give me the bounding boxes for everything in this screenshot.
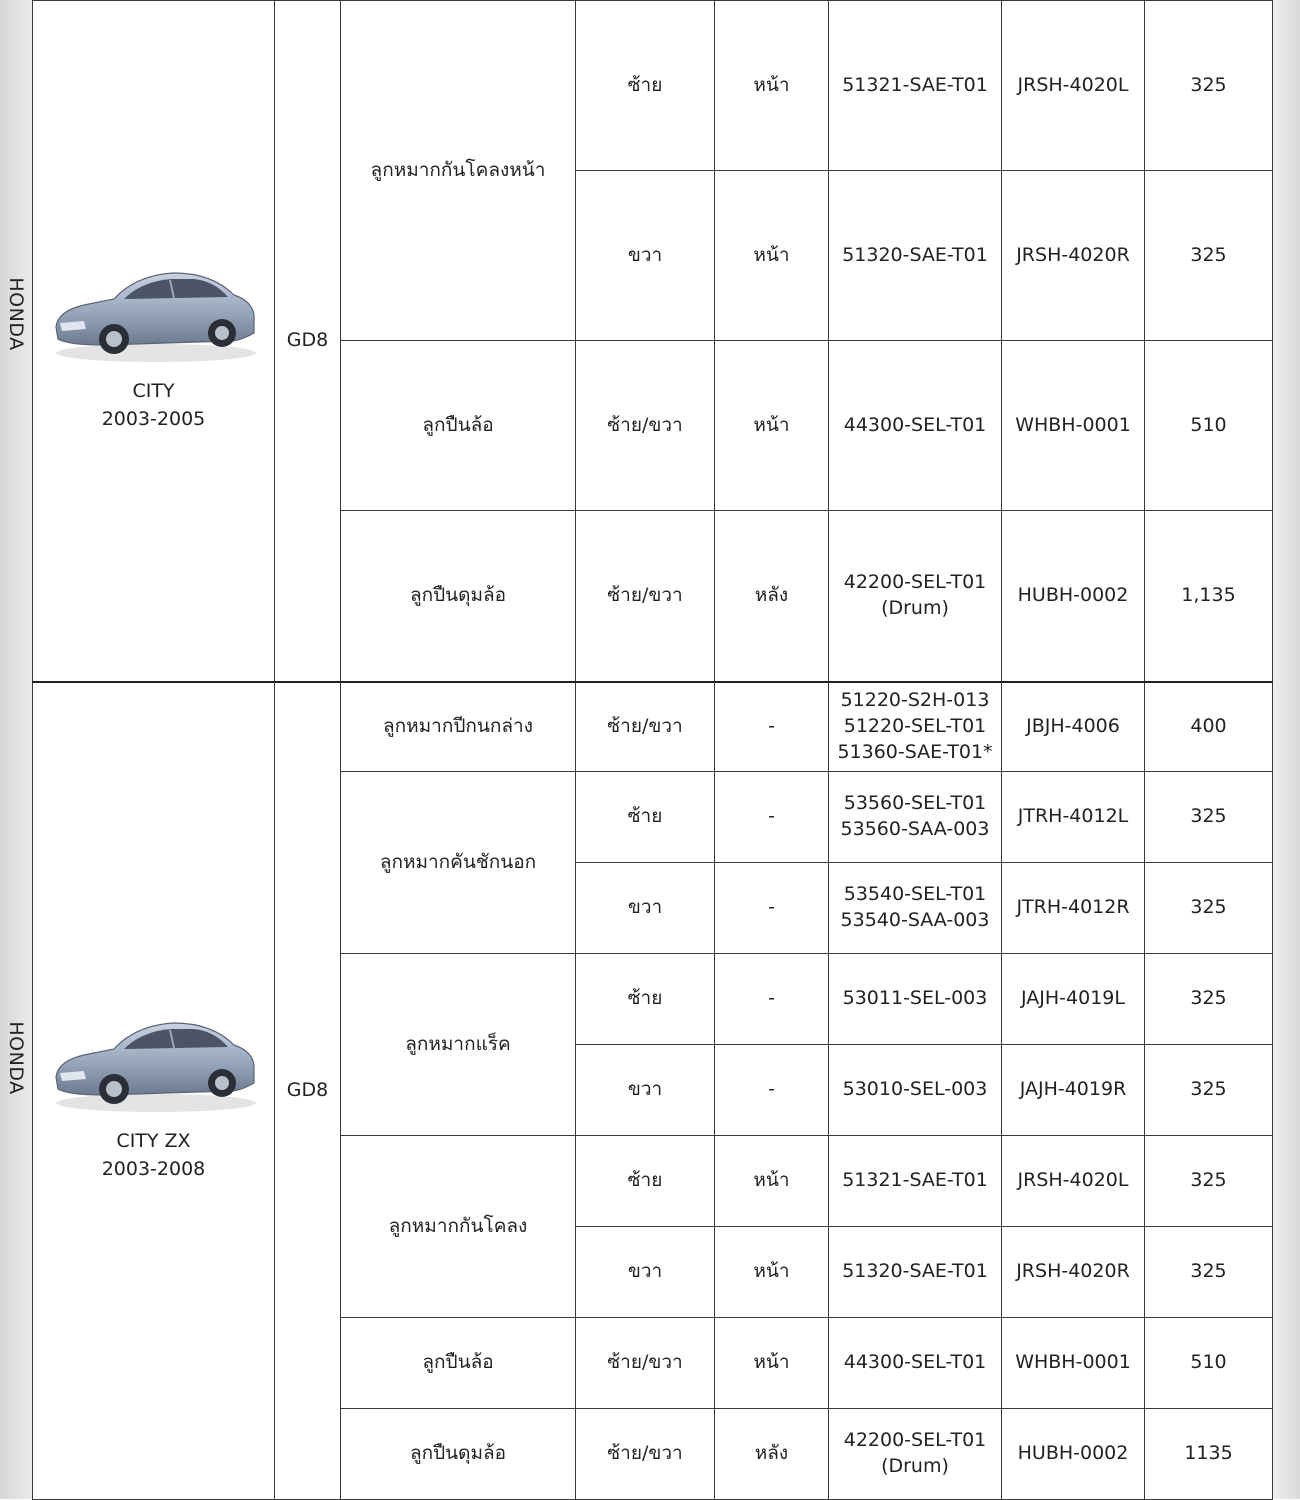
- price-cell: 325: [1145, 171, 1273, 341]
- side-cell: ขวา: [576, 1227, 715, 1318]
- part-name-cell: ลูกหมากปีกนกล่าง: [341, 682, 576, 772]
- car-model-name: CITY ZX: [116, 1129, 191, 1152]
- part-code-cell: JRSH-4020R: [1002, 1227, 1145, 1318]
- oem-number-cell: [829, 1409, 1002, 1500]
- side-cell: ขวา: [576, 863, 715, 954]
- oem-number-cell: [829, 682, 1002, 772]
- oem-number: 42200-SEL-T01: [843, 571, 987, 594]
- side-cell: ซ้าย/ขวา: [576, 1409, 715, 1500]
- position-cell: -: [715, 954, 829, 1045]
- price-cell: 400: [1145, 682, 1273, 772]
- car-model-years: 2003-2008: [101, 1157, 206, 1180]
- side-cell: ซ้าย/ขวา: [576, 511, 715, 682]
- car-model-name: CITY: [132, 379, 175, 402]
- oem-number: 51320-SAE-T01: [842, 243, 988, 266]
- position-cell: หน้า: [715, 1136, 829, 1227]
- oem-number-cell: [829, 1045, 1002, 1136]
- price-cell: 325: [1145, 1045, 1273, 1136]
- oem-number: 51360-SAE-T01*: [837, 740, 993, 763]
- oem-number: 51320-SAE-T01: [842, 1260, 988, 1283]
- oem-number-cell: [829, 1227, 1002, 1318]
- position-cell: หน้า: [715, 1, 829, 171]
- oem-number: 51321-SAE-T01: [842, 73, 988, 96]
- oem-number: 53560-SAA-003: [840, 818, 990, 840]
- position-cell: -: [715, 682, 829, 772]
- side-cell: ซ้าย/ขวา: [576, 341, 715, 511]
- oem-number-cell: [829, 1, 1002, 171]
- position-cell: -: [715, 1045, 829, 1136]
- oem-number: 53540-SEL-T01: [843, 883, 987, 906]
- part-code-cell: HUBH-0002: [1002, 1409, 1145, 1500]
- oem-number: 53010-SEL-003: [842, 1078, 988, 1101]
- position-cell: หน้า: [715, 1227, 829, 1318]
- car-model-cell: [33, 682, 275, 1500]
- price-cell: 1,135: [1145, 511, 1273, 682]
- chassis-code-cell: GD8: [275, 1, 341, 682]
- part-name-cell: ลูกปืนล้อ: [341, 1318, 576, 1409]
- chassis-code-cell: GD8: [275, 682, 341, 1500]
- position-cell: -: [715, 772, 829, 863]
- part-code-cell: WHBH-0001: [1002, 341, 1145, 511]
- oem-number: 51220-S2H-013: [840, 689, 990, 712]
- price-cell: 510: [1145, 341, 1273, 511]
- side-cell: ซ้าย: [576, 772, 715, 863]
- part-name-cell: ลูกปืนดุมล้อ: [341, 1409, 576, 1500]
- price-cell: 325: [1145, 1136, 1273, 1227]
- oem-number: 44300-SEL-T01: [843, 413, 987, 436]
- oem-number: 53540-SAA-003: [840, 909, 990, 931]
- oem-number-cell: [829, 341, 1002, 511]
- position-cell: หน้า: [715, 1318, 829, 1409]
- oem-number: 51220-SEL-T01: [843, 714, 987, 737]
- price-cell: 325: [1145, 1227, 1273, 1318]
- car-model-cell: [33, 1, 275, 682]
- right-edge-strip: [1272, 0, 1300, 1499]
- part-code-cell: JRSH-4020R: [1002, 171, 1145, 341]
- car-model-years: 2003-2005: [101, 407, 206, 430]
- part-name-cell: ลูกหมากกันโคลงหน้า: [341, 1, 576, 341]
- price-cell: 325: [1145, 863, 1273, 954]
- price-cell: 325: [1145, 1, 1273, 171]
- price-cell: 325: [1145, 772, 1273, 863]
- position-cell: -: [715, 863, 829, 954]
- oem-number: 51321-SAE-T01: [842, 1169, 988, 1192]
- price-cell: 510: [1145, 1318, 1273, 1409]
- table-row: [33, 1, 1273, 171]
- side-cell: ซ้าย: [576, 954, 715, 1045]
- oem-number: (Drum): [881, 596, 949, 619]
- part-name-cell: ลูกหมากกันโคลง: [341, 1136, 576, 1318]
- part-name-cell: ลูกหมากคันชักนอก: [341, 772, 576, 954]
- position-cell: หน้า: [715, 341, 829, 511]
- part-code-cell: HUBH-0002: [1002, 511, 1145, 682]
- oem-number-cell: [829, 863, 1002, 954]
- parts-table-body: [33, 1, 1273, 1500]
- part-name-cell: ลูกปืนล้อ: [341, 341, 576, 511]
- oem-number: 42200-SEL-T01: [843, 1429, 987, 1452]
- price-cell: 325: [1145, 954, 1273, 1045]
- part-name-cell: ลูกปืนดุมล้อ: [341, 511, 576, 682]
- oem-number-cell: [829, 954, 1002, 1045]
- side-cell: ซ้าย/ขวา: [576, 1318, 715, 1409]
- part-code-cell: JAJH-4019L: [1002, 954, 1145, 1045]
- side-cell: ขวา: [576, 1045, 715, 1136]
- position-cell: หลัง: [715, 511, 829, 682]
- oem-number-cell: [829, 772, 1002, 863]
- oem-number-cell: [829, 1136, 1002, 1227]
- side-cell: ขวา: [576, 171, 715, 341]
- side-strip: [0, 0, 32, 1499]
- oem-number-cell: [829, 171, 1002, 341]
- position-cell: หลัง: [715, 1409, 829, 1500]
- part-code-cell: JBJH-4006: [1002, 682, 1145, 772]
- car-image: [44, 999, 264, 1119]
- part-code-cell: JTRH-4012R: [1002, 863, 1145, 954]
- oem-number: 53560-SEL-T01: [843, 792, 987, 815]
- side-cell: ซ้าย: [576, 1, 715, 171]
- parts-table: [32, 0, 1273, 1500]
- position-cell: หน้า: [715, 171, 829, 341]
- side-cell: ซ้าย: [576, 1136, 715, 1227]
- oem-number: 44300-SEL-T01: [843, 1351, 987, 1374]
- price-cell: 1135: [1145, 1409, 1273, 1500]
- part-code-cell: JRSH-4020L: [1002, 1, 1145, 171]
- part-code-cell: WHBH-0001: [1002, 1318, 1145, 1409]
- side-cell: ซ้าย/ขวา: [576, 682, 715, 772]
- oem-number: (Drum): [881, 1455, 949, 1477]
- oem-number-cell: [829, 511, 1002, 682]
- part-code-cell: JTRH-4012L: [1002, 772, 1145, 863]
- part-code-cell: JAJH-4019R: [1002, 1045, 1145, 1136]
- car-image: [44, 249, 264, 369]
- part-code-cell: JRSH-4020L: [1002, 1136, 1145, 1227]
- table-row: [33, 682, 1273, 772]
- part-name-cell: ลูกหมากแร็ค: [341, 954, 576, 1136]
- oem-number: 53011-SEL-003: [842, 987, 988, 1010]
- oem-number-cell: [829, 1318, 1002, 1409]
